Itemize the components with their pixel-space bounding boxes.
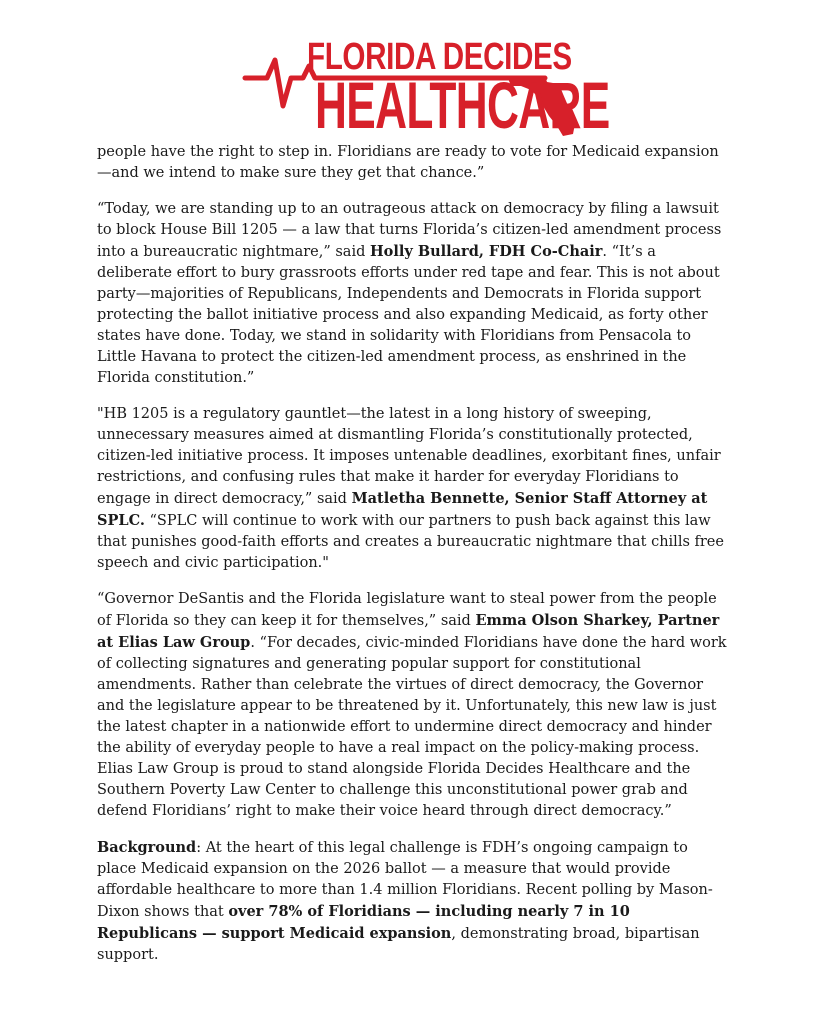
paragraph-2	[97, 199, 727, 389]
paragraph-4-text-a: “Governor DeSantis and the Florida legislature want to steal power from the people of Florida so they can keep it for themselves,” said	[97, 591, 717, 629]
press-release-body	[97, 142, 727, 981]
speaker-holly-bullard: Holly Bullard, FDH Co-Chair	[369, 243, 603, 260]
polling-highlight: over 78% of Floridians — including nearly 7 in 10 Republicans — support Medicaid expansion	[97, 903, 630, 942]
background-label: Background	[97, 839, 197, 856]
paragraph-5	[97, 837, 727, 966]
paragraph-3	[97, 404, 727, 574]
paragraph-2-text-b: . “It’s a deliberate effort to bury grassroots efforts under red tape and fear. This is not about party—majorities of Republicans, Independents and Democrats in Florida support protecting the ballot initiative process and also expanding Medicaid, as forty other states have done. Today, we stand in solidarity with Floridians from Pensacola to Little Havana to protect the citizen-led amendment process, as enshrined in the Florida constitution.”	[97, 244, 720, 386]
paragraph-3-text-a: "HB 1205 is a regulatory gauntlet—the latest in a long history of sweeping, unnecessary measures aimed at dismantling Florida’s constitutionally protected, citizen-led initiative process. It imposes untenable deadlines, exorbitant fines, unfair restrictions, and confusing rules that make it harder for everyday Floridians to engage in direct democracy,” said	[97, 406, 721, 507]
logo-line1: FLORIDA DECIDES	[307, 36, 572, 78]
speaker-emma-olson-sharkey: Emma Olson Sharkey, Partner at Elias Law Group	[97, 612, 720, 651]
paragraph-4-text-b: . “For decades, civic-minded Floridians have done the hard work of collecting signatures and generating popular support for constitutional amendments. Rather than celebrate the virtues of direct democracy, the Governor and the legislature appear to be threatened by it. Unfortunately, this new law is just the latest chapter in a nationwide effort to undermine direct democracy and hinder the ability of everyday people to have a real impact on the policy-making process. Elias Law Group is proud to stand alongside Florida Decides Healthcare and the Southern Poverty Law Center to challenge this unconstitutional power grab and defend Floridians’ right to make their voice heard through direct democracy.”	[97, 635, 727, 819]
paragraph-5-text-a: : At the heart of this legal challenge is FDH’s ongoing campaign to place Medicaid expansion on the 2026 ballot — a measure that would provide affordable healthcare to more than 1.4 million Floridians. Recent polling by Mason-Dixon shows that	[97, 840, 713, 920]
paragraph-1	[97, 142, 727, 184]
paragraph-5-text-b: , demonstrating broad, bipartisan support.	[97, 926, 700, 963]
paragraph-2-text-a: “Today, we are standing up to an outrageous attack on democracy by filing a lawsuit to block House Bill 1205 — a law that turns Florida’s citizen-led amendment process into a bureaucratic nightmare,” said	[97, 201, 722, 260]
paragraph-4	[97, 589, 727, 822]
logo-line2: HEALTHCARE	[315, 68, 610, 142]
paragraph-3-text-b: “SPLC will continue to work with our partners to push back against this law that punishes good-faith efforts and creates a bureaucratic nightmare that chills free speech and civic participation."	[97, 513, 724, 571]
speaker-matletha-bennette: Matletha Bennette, Senior Staff Attorney at SPLC.	[97, 490, 708, 529]
paragraph-1-text: people have the right to step in. Floridians are ready to vote for Medicaid expansion—and we intend to make sure they get that chance.”	[97, 144, 719, 181]
fdh-logo	[245, 36, 610, 142]
